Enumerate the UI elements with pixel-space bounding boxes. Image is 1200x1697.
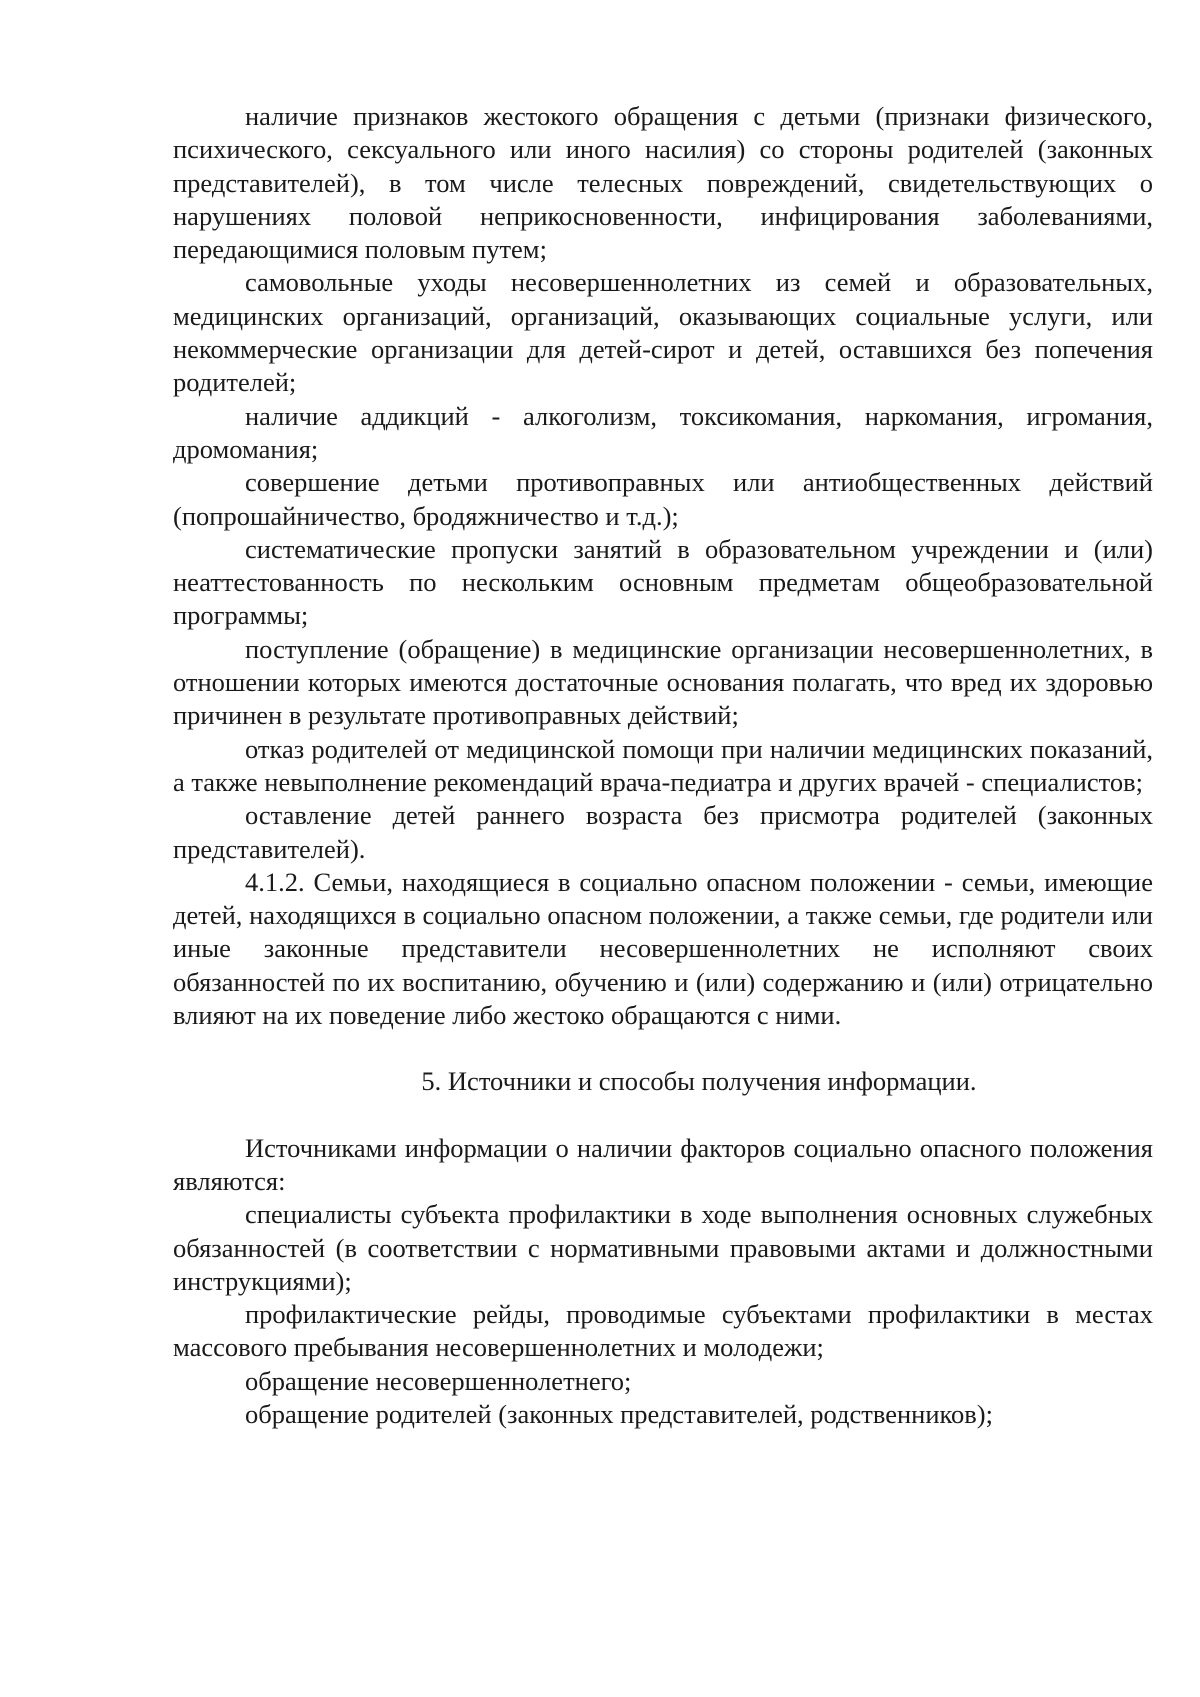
paragraph-minor-appeal: обращение несовершеннолетнего; [245,1365,632,1396]
paragraph-absences: систематические пропуски занятий в образовательном учреждении и (или) неаттестованность по нескольким основным предметам общеобразовательной программы; [173,533,1153,631]
paragraph-parents-appeal: обращение родителей (законных представителей, родственников); [245,1398,993,1429]
paragraph-addictions: наличие аддикций - алкоголизм, токсикомания, наркомания, игромания, дромомания; [173,400,1153,464]
paragraph-raids: профилактические рейды, проводимые субъектами профилактики в местах массового пребывания несовершеннолетних и молодежи; [173,1299,1153,1363]
paragraph-specialists: специалисты субъекта профилактики в ходе выполнения основных служебных обязанностей (в соответствии с нормативными правовыми актами и должностными инструкциями); [173,1199,1153,1296]
paragraph-section-4-1-2: 4.1.2. Семьи, находящиеся в социально опасном положении - семьи, имеющие детей, находящихся в социально опасном положении, а также семьи, где родители или иные законные представители несовершеннолетних не исполняют своих обязанностей по их воспитанию, обучению и (или) содержанию и (или) отрицательно влияют на их поведение либо жестоко обращаются с ними. [173,866,1153,1031]
section-heading: 5. Источники и способы получения информации. [421,1066,977,1097]
paragraph-cruel-treatment: наличие признаков жестокого обращения с детьми (признаки физического, психического, сексуального или иного насилия) со стороны родителей (законных представителей), в том числе телесных повреждений, свидетельствующих о нарушениях половой неприкосновенности, инфицирования заболеваниями, передающимися половым путем; [173,101,1153,265]
paragraph-refusal-medical-help: отказ родителей от медицинской помощи при наличии медицинских показаний, а также невыполнение рекомендаций врача-педиатра и других врачей - специалистов; [173,733,1153,797]
document-page [173,100,1153,1431]
paragraph-illegal-actions: совершение детьми противоправных или антиобщественных действий (попрошайничество, бродяжничество и т.д.); [173,467,1153,531]
paragraph-unattended-children: оставление детей раннего возраста без присмотра родителей (законных представителей). [173,800,1153,864]
paragraph-runaways: самовольные уходы несовершеннолетних из семей и образовательных, медицинских организаций, организаций, оказывающих социальные услуги, или некоммерческие организации для детей-сирот и детей, оставшихся без попечения родителей; [173,267,1153,398]
paragraph-info-sources-intro: Источниками информации о наличии факторов социально опасного положения являются: [173,1132,1153,1196]
spacer [173,1032,1153,1065]
spacer [173,1099,1153,1132]
paragraph-medical-admission: поступление (обращение) в медицинские организации несовершеннолетних, в отношении которых имеются достаточные основания полагать, что вред их здоровью причинен в результате противоправных действий; [173,633,1153,731]
